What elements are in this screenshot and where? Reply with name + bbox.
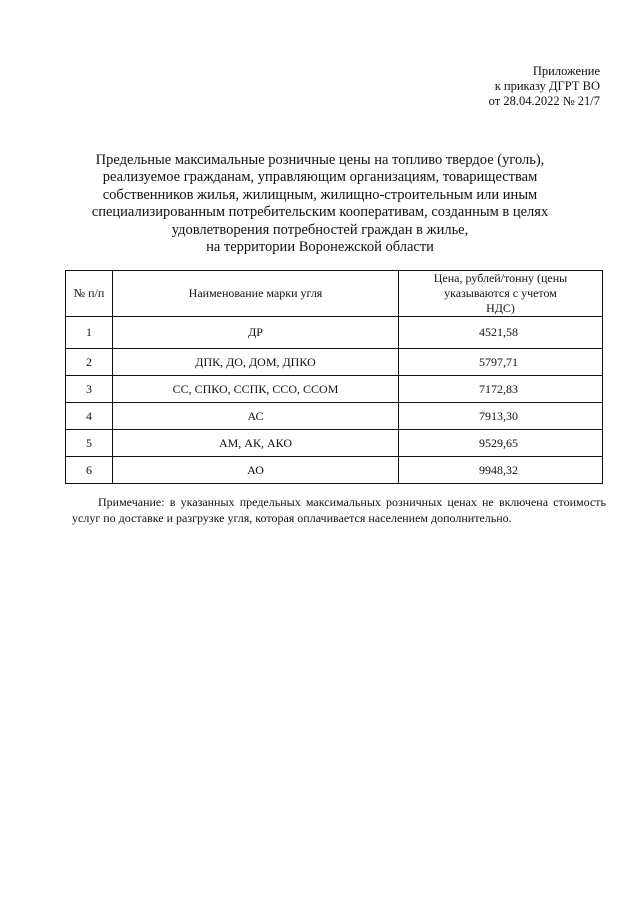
price-value: 7913,30: [399, 403, 603, 430]
title-line: удовлетворения потребностей граждан в жилье,: [171, 221, 469, 238]
table-row: [66, 457, 603, 484]
price-value: 9948,32: [399, 457, 603, 484]
footnote: Примечание: в указанных предельных максимальных розничных ценах не включена стоимость услуг по доставке и разгрузке угля, которая оплачивается населением дополнительно.: [72, 495, 606, 525]
price-value: 7172,83: [399, 376, 603, 403]
coal-grade: АО: [113, 457, 399, 484]
table-header-row: [66, 271, 603, 317]
title-line: реализуемое гражданам, управляющим организациям, товариществам: [102, 169, 538, 186]
coal-grade: ДР: [113, 317, 399, 349]
appendix-label: Приложение: [532, 64, 600, 78]
price-value: 5797,71: [399, 349, 603, 376]
coal-grade: АМ, АК, АКО: [113, 430, 399, 457]
row-number: 4: [66, 403, 113, 430]
title-line: Предельные максимальные розничные цены на топливо твердое (уголь),: [95, 152, 545, 168]
table-row: [66, 376, 603, 403]
title-line: собственников жилья, жилищным, жилищно-строительным или иным: [102, 186, 538, 203]
header-price: Цена, рублей/тонну (цены указываются с учетом НДС): [399, 271, 603, 317]
table-row: [66, 317, 603, 349]
table-row: [66, 430, 603, 457]
appendix-header: [489, 64, 600, 109]
header-number: № п/п: [66, 271, 113, 317]
row-number: 1: [66, 317, 113, 349]
coal-grade: СС, СПКО, ССПК, ССО, ССОМ: [113, 376, 399, 403]
document-title: [60, 152, 580, 256]
header-coal-grade: Наименование марки угля: [113, 271, 399, 317]
table-row: [66, 349, 603, 376]
row-number: 6: [66, 457, 113, 484]
table-row: [66, 403, 603, 430]
coal-grade: ДПК, ДО, ДОМ, ДПКО: [113, 349, 399, 376]
row-number: 3: [66, 376, 113, 403]
price-table: [65, 270, 603, 484]
title-line: на территории Воронежской области: [206, 239, 434, 256]
title-line: специализированным потребительским кооперативам, созданным в целях: [91, 204, 549, 221]
appendix-order-date: от 28.04.2022 № 21/7: [488, 94, 600, 108]
row-number: 2: [66, 349, 113, 376]
price-value: 4521,58: [399, 317, 603, 349]
appendix-order-ref: к приказу ДГРТ ВО: [494, 79, 600, 93]
row-number: 5: [66, 430, 113, 457]
price-value: 9529,65: [399, 430, 603, 457]
coal-grade: АС: [113, 403, 399, 430]
